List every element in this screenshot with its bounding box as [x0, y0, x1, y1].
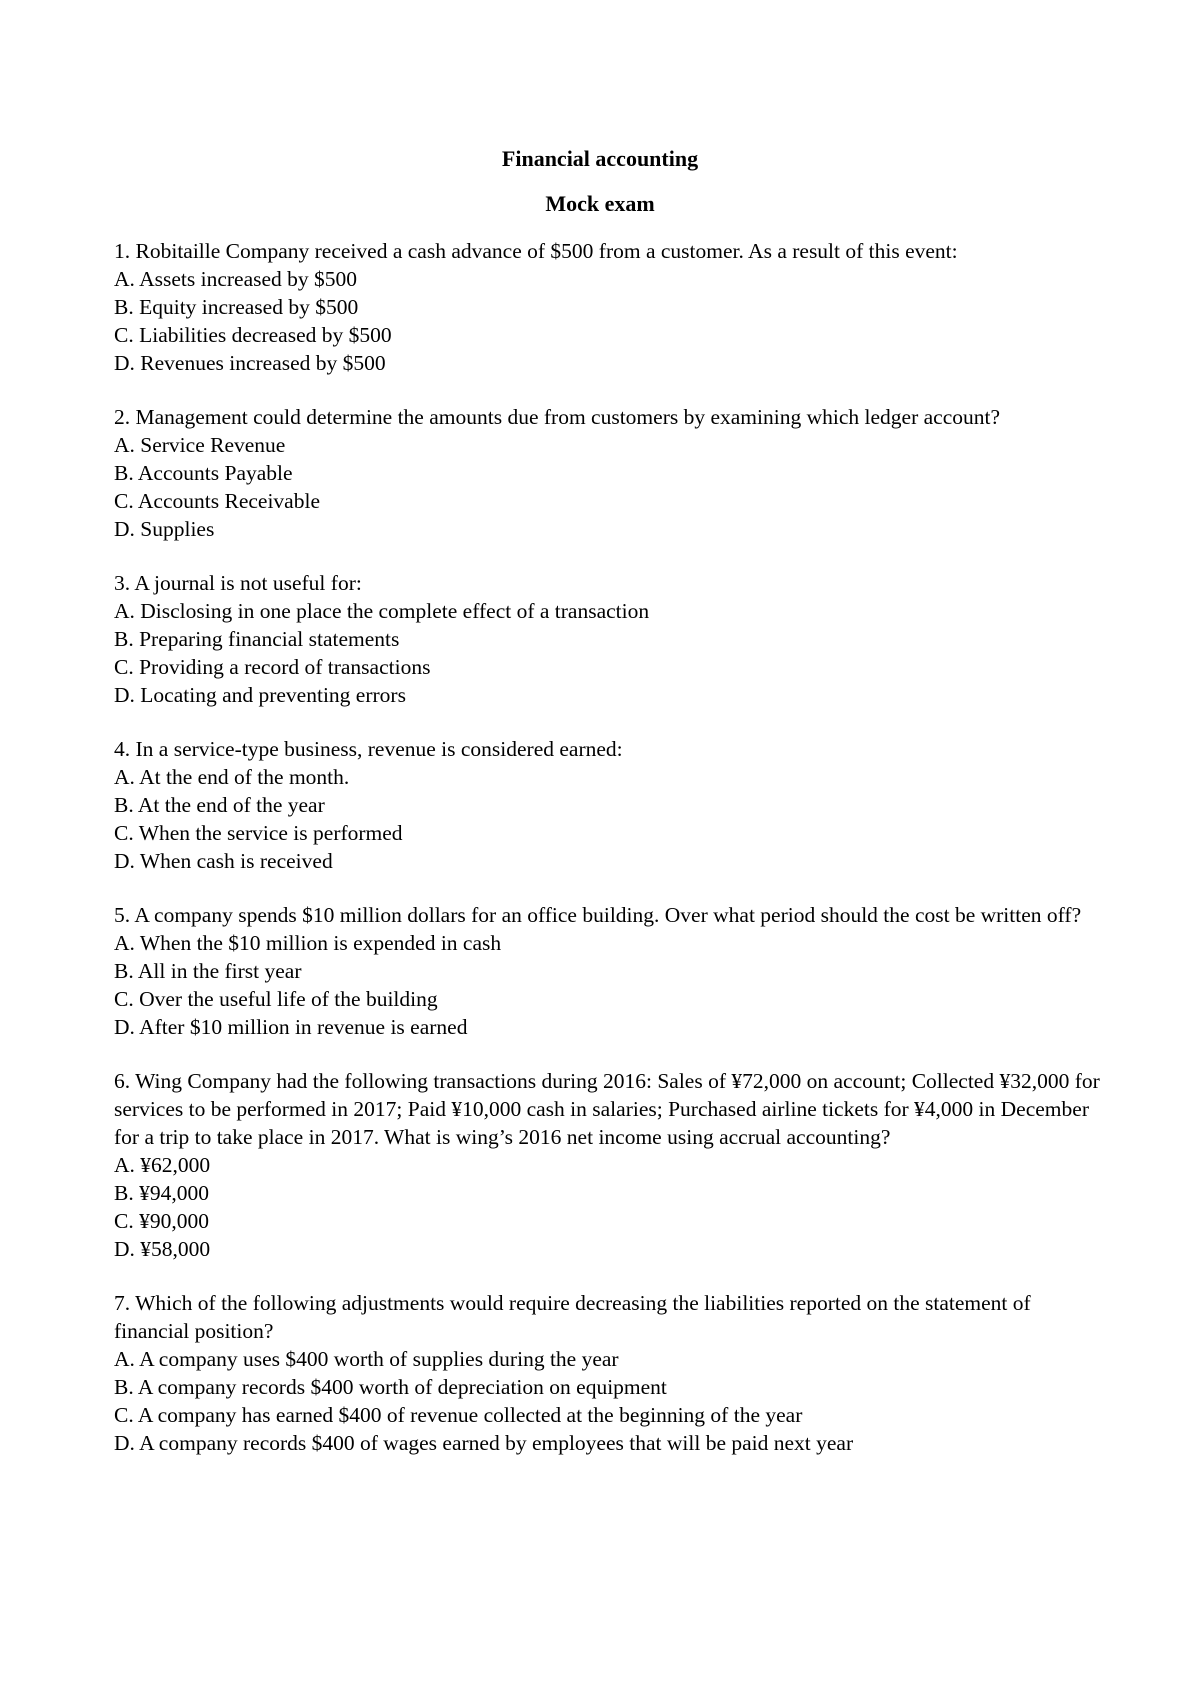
document-title: Financial accounting [501, 146, 699, 171]
answer-option-c: C. A company has earned $400 of revenue collected at the beginning of the year [114, 1403, 803, 1427]
answer-option-a: A. ¥62,000 [114, 1153, 211, 1177]
question-7 [114, 1289, 1104, 1457]
answer-option-a: A. When the $10 million is expended in cash [114, 931, 502, 955]
question-stem: 2. Management could determine the amounts due from customers by examining which ledger account? [114, 405, 1001, 429]
question-stem: 5. A company spends $10 million dollars for an office building. Over what period should the cost be written off? [114, 903, 1082, 927]
answer-option-d: D. Supplies [114, 517, 215, 541]
answer-option-a: A. At the end of the month. [114, 765, 350, 789]
answer-option-c: C. ¥90,000 [114, 1209, 209, 1233]
answer-option-c: C. Over the useful life of the building [114, 987, 438, 1011]
question-5 [114, 901, 1104, 1041]
answer-option-a: A. A company uses $400 worth of supplies during the year [114, 1347, 619, 1371]
answer-option-c: C. When the service is performed [114, 821, 403, 845]
question-6 [114, 1067, 1104, 1263]
question-4 [114, 735, 1104, 875]
question-2 [114, 403, 1104, 543]
answer-option-b: B. Equity increased by $500 [114, 295, 359, 319]
answer-option-b: B. Accounts Payable [114, 461, 293, 485]
answer-option-c: C. Liabilities decreased by $500 [114, 323, 392, 347]
answer-option-c: C. Providing a record of transactions [114, 655, 431, 679]
answer-option-a: A. Disclosing in one place the complete effect of a transaction [114, 599, 650, 623]
question-1 [114, 237, 1104, 377]
answer-option-d: D. ¥58,000 [114, 1237, 211, 1261]
question-stem: 1. Robitaille Company received a cash advance of $500 from a customer. As a result of this event: [114, 239, 958, 263]
question-list [114, 237, 1104, 1483]
question-3 [114, 569, 1104, 709]
answer-option-b: B. At the end of the year [114, 793, 325, 817]
answer-option-d: D. Revenues increased by $500 [114, 351, 386, 375]
answer-option-a: A. Service Revenue [114, 433, 286, 457]
answer-option-d: D. After $10 million in revenue is earned [114, 1015, 468, 1039]
question-stem: 4. In a service-type business, revenue is considered earned: [114, 737, 623, 761]
answer-option-b: B. ¥94,000 [114, 1181, 209, 1205]
question-stem: 3. A journal is not useful for: [114, 571, 362, 595]
answer-option-d: D. A company records $400 of wages earned by employees that will be paid next year [114, 1431, 854, 1455]
answer-option-b: B. A company records $400 worth of depreciation on equipment [114, 1375, 667, 1399]
answer-option-a: A. Assets increased by $500 [114, 267, 358, 291]
answer-option-d: D. Locating and preventing errors [114, 683, 406, 707]
document-subtitle: Mock exam [545, 191, 655, 216]
answer-option-c: C. Accounts Receivable [114, 489, 320, 513]
answer-option-b: B. All in the first year [114, 959, 302, 983]
answer-option-b: B. Preparing financial statements [114, 627, 400, 651]
question-stem: 7. Which of the following adjustments would require decreasing the liabilities reported on the statement of financial position? [114, 1291, 1031, 1343]
question-stem: 6. Wing Company had the following transactions during 2016: Sales of ¥72,000 on account; Collected ¥32,000 for services to be performed in 2017; Paid ¥10,000 cash in salaries; Purchased airline tickets for ¥4,000 in December for a trip to take place in 2017. What is wing’s 2016 net income using accrual accounting? [114, 1069, 1100, 1149]
answer-option-d: D. When cash is received [114, 849, 333, 873]
